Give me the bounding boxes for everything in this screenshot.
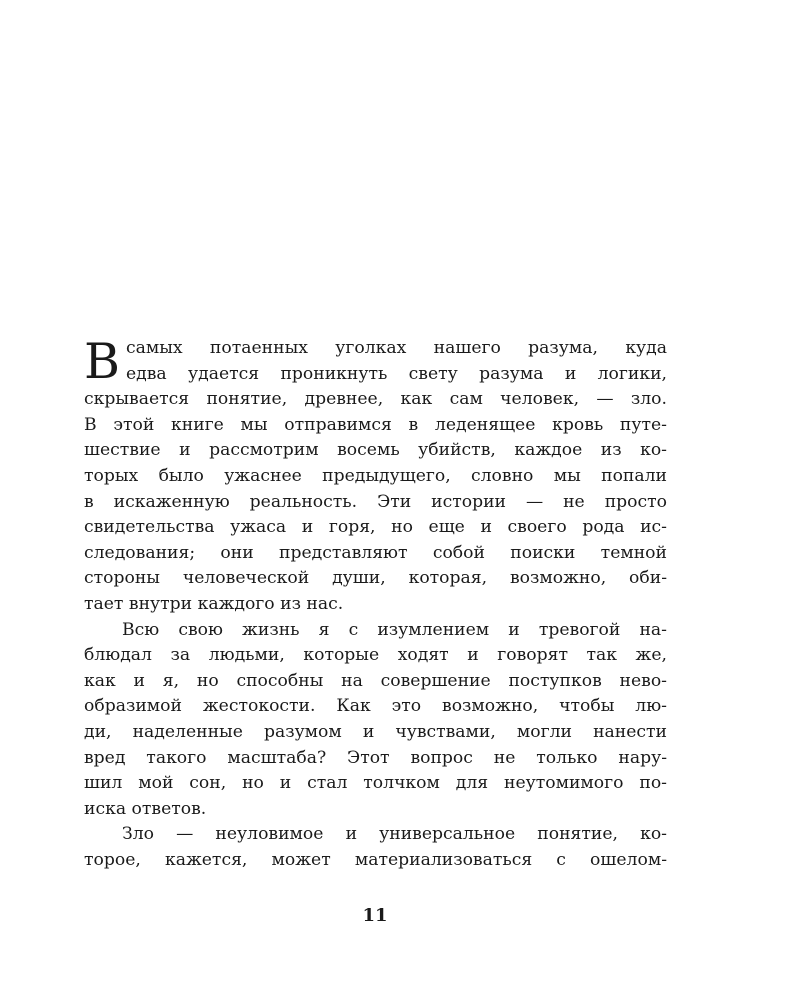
text-line: следования; они представляют собой поиски темной — [84, 542, 667, 563]
text-line: блюдал за людьми, которые ходят и говорят так же, — [84, 645, 667, 666]
text-line: шествие и рассмотрим восемь убийств, каждое из ко- — [84, 440, 667, 461]
text-line: вред такого масштаба? Этот вопрос не только нару- — [84, 747, 667, 768]
text-line: самых потаенных уголках нашего разума, куда — [126, 338, 667, 358]
body-text — [84, 333, 667, 873]
paragraph-1 — [84, 333, 667, 618]
text-line: образимой жестокости. Как это возможно, чтобы лю- — [84, 696, 667, 717]
paragraph-2 — [84, 618, 667, 823]
text-line: шил мой сон, но и стал толчком для неутомимого по- — [84, 773, 667, 794]
text-line: ди, наделенные разумом и чувствами, могли нанести — [84, 721, 667, 742]
text-line: скрывается понятие, древнее, как сам человек, — зло. — [84, 389, 667, 410]
text-line: стороны человеческой души, которая, возможно, оби- — [84, 568, 667, 589]
text-line: торое, кажется, может материализоваться с ошелом- — [84, 849, 667, 870]
text-line: свидетельства ужаса и горя, но еще и своего рода ис- — [84, 517, 667, 538]
text-line: торых было ужаснее предыдущего, словно мы попали — [84, 465, 667, 486]
page-number: 11 — [362, 905, 388, 926]
text-line: как и я, но способны на совершение поступков нево- — [84, 670, 667, 691]
text-line: иска ответов. — [84, 798, 207, 819]
text-line: Всю свою жизнь я с изумлением и тревогой на- — [122, 619, 667, 640]
text-line: тает внутри каждого из нас. — [84, 593, 344, 614]
text-line: едва удается проникнуть свету разума и логики, — [126, 363, 667, 384]
paragraph-3 — [84, 822, 667, 873]
text-line: в искаженную реальность. Эти истории — не просто — [84, 491, 667, 512]
text-line: В этой книге мы отправимся в леденящее кровь путе- — [84, 414, 667, 435]
drop-cap-letter: В — [84, 333, 121, 390]
text-line: Зло — неуловимое и универсальное понятие, ко- — [122, 824, 667, 845]
